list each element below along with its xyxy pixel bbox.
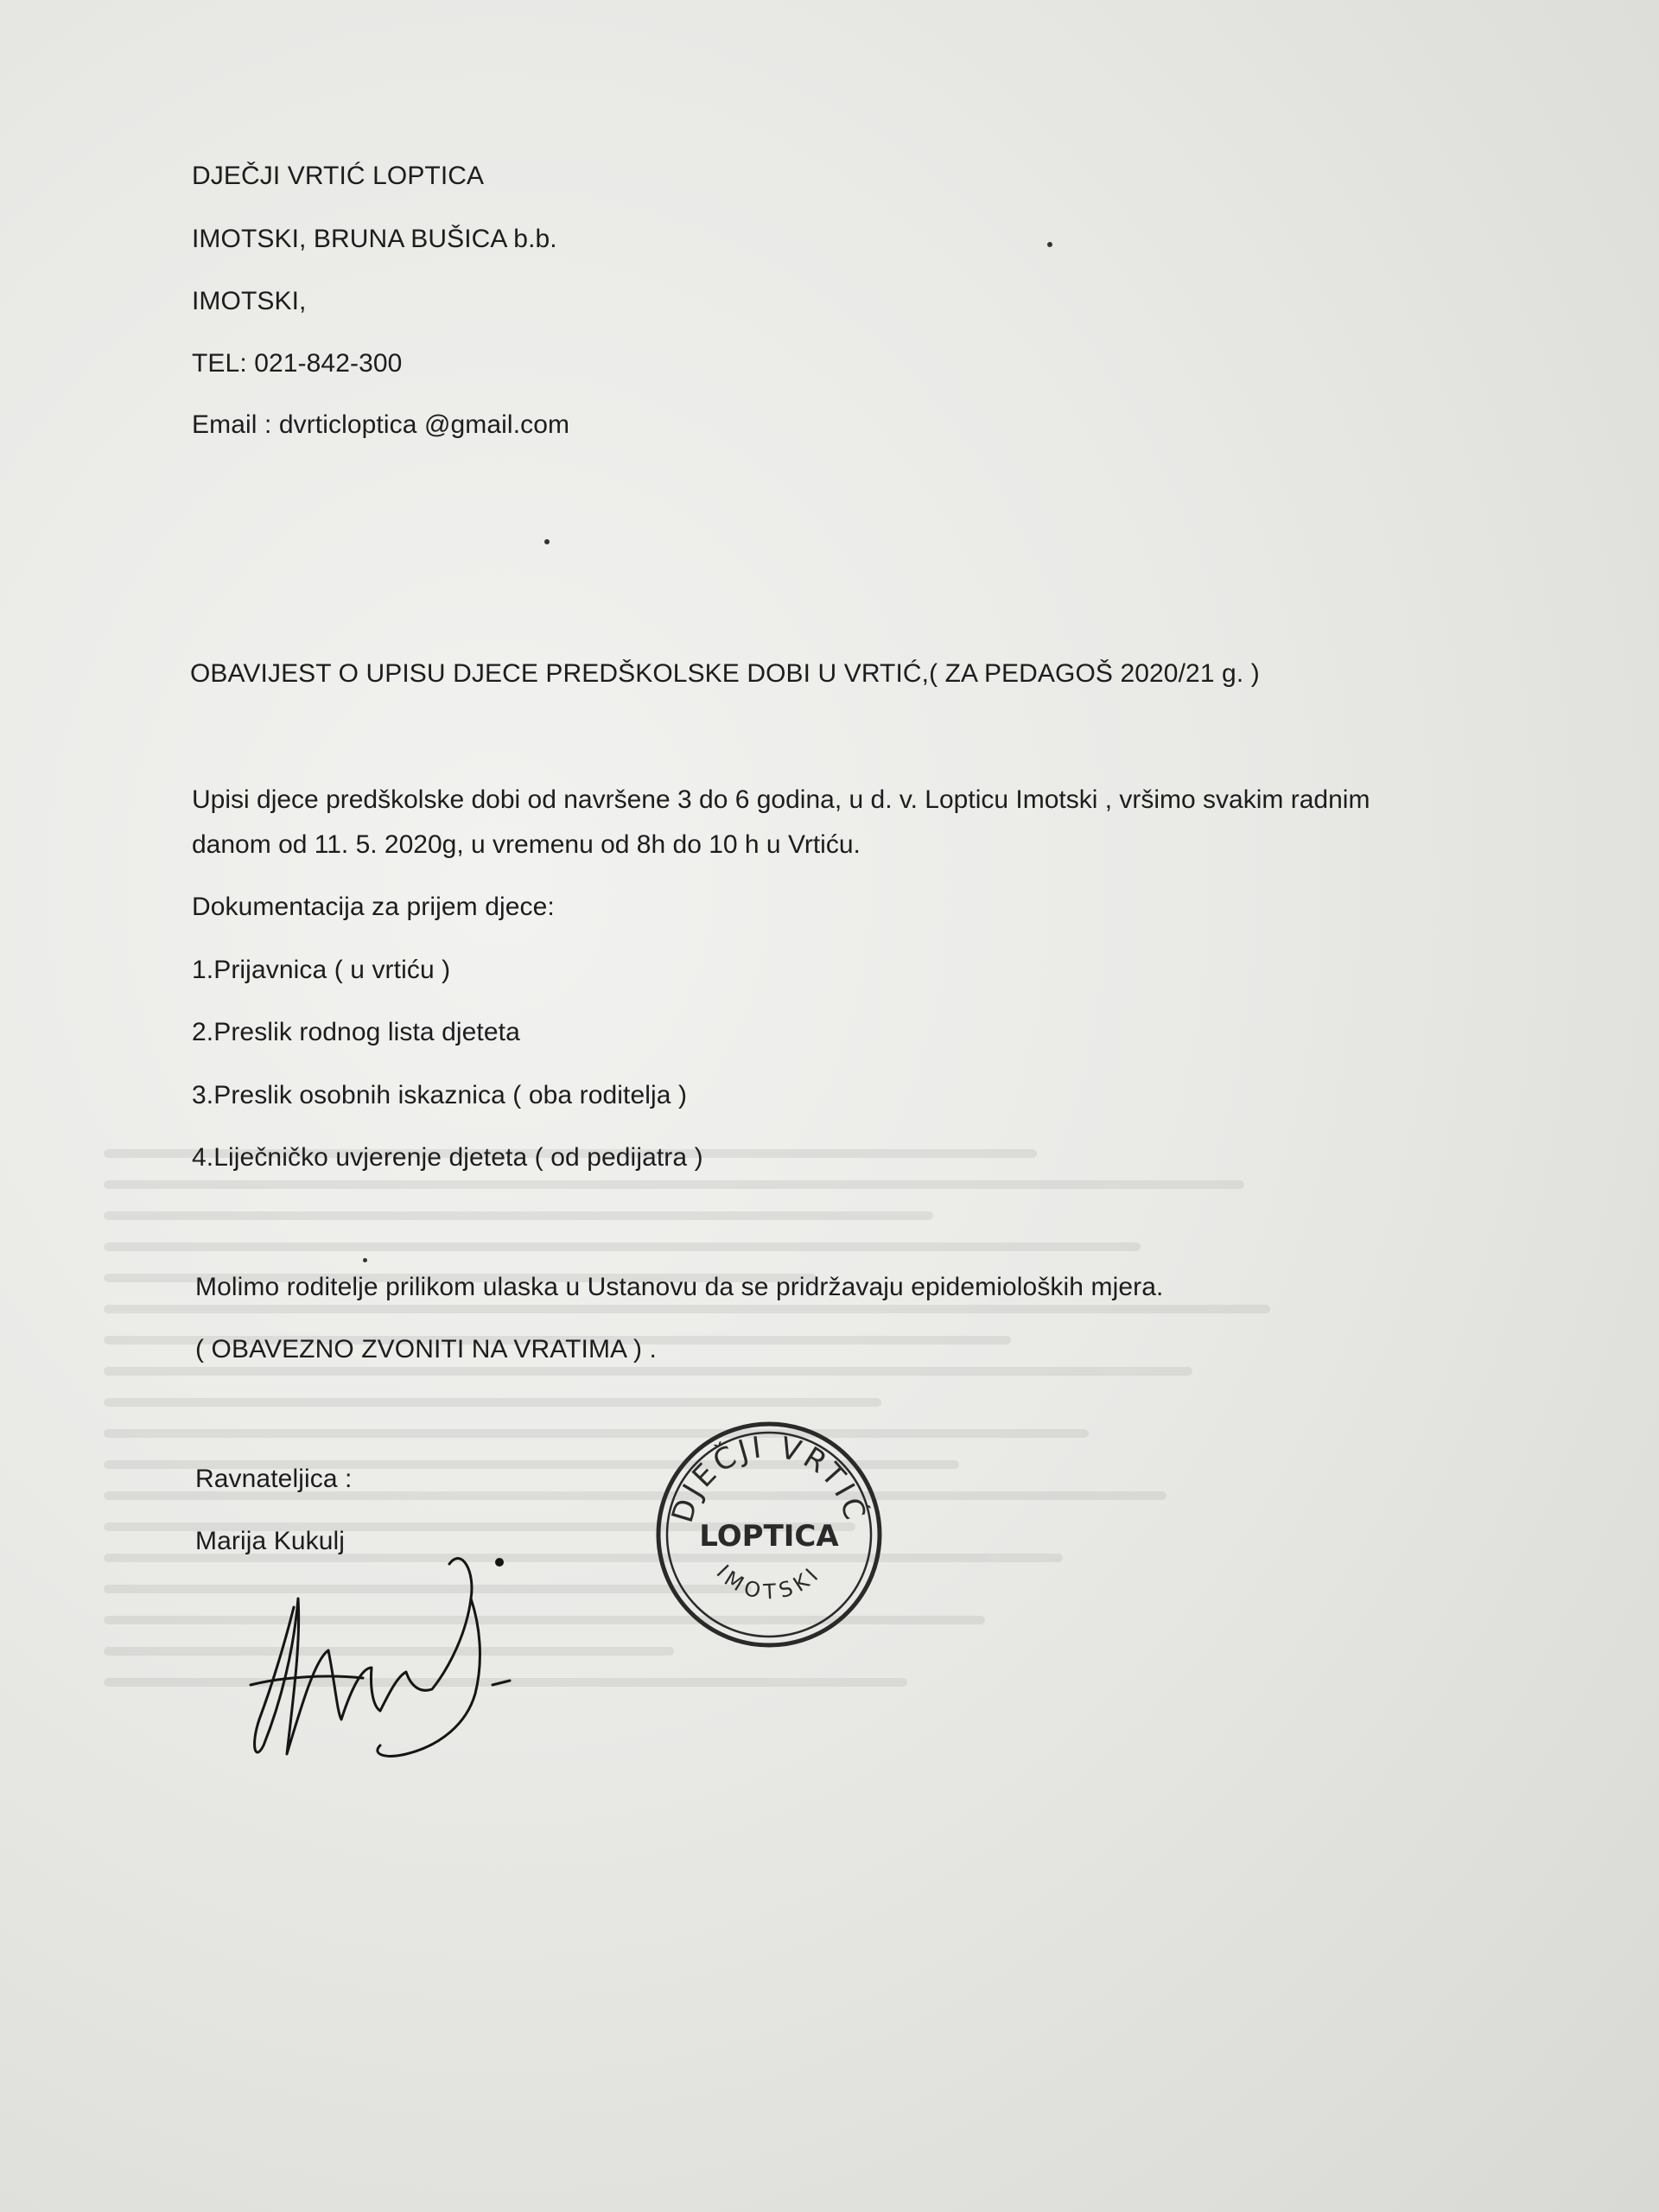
signoff-role: Ravnateljica : (195, 1465, 353, 1493)
ring-bell-note: ( OBAVEZNO ZVONITI NA VRATIMA ) . (195, 1335, 657, 1363)
docs-heading: Dokumentacija za prijem djece: (192, 893, 555, 921)
school-city: IMOTSKI, (192, 287, 307, 315)
paper-speck (363, 1258, 367, 1262)
school-phone: TEL: 021-842-300 (192, 349, 403, 378)
school-email: Email : dvrticloptica @gmail.com (192, 410, 570, 439)
docs-item: 3.Preslik osobnih iskaznica ( oba roditelja ) (192, 1081, 688, 1109)
official-stamp (650, 1415, 888, 1654)
docs-item: 1.Prijavnica ( u vrtiću ) (192, 956, 451, 984)
paper-speck (544, 539, 550, 544)
docs-item: 4.Liječničko uvjerenje djeteta ( od pedijatra ) (192, 1143, 703, 1172)
stamp-center-text: LOPTICA (699, 1519, 839, 1554)
paper-speck (1047, 242, 1052, 247)
notice-intro: Upisi djece predškolske dobi od navršene 3 do 6 godina, u d. v. Lopticu Imotski , vršimo svakim radnim danom od 11. 5. 2020g, u vremenu od 8h do 10 h u Vrtiću. (192, 785, 1370, 859)
epidemic-request: Molimo roditelje prilikom ulaska u Ustanovu da se pridržavaju epidemioloških mjera. (195, 1273, 1164, 1301)
docs-item: 2.Preslik rodnog lista djeteta (192, 1018, 520, 1046)
signoff-name: Marija Kukulj (195, 1527, 346, 1555)
school-name: DJEČJI VRTIĆ LOPTICA (192, 162, 485, 190)
stamp-top-text: DJEČJI VRTIĆ (664, 1429, 874, 1527)
stamp-bottom-text: IMOTSKI (711, 1560, 827, 1605)
handwritten-signature (233, 1547, 527, 1780)
notice-title: OBAVIJEST O UPISU DJECE PREDŠKOLSKE DOBI U VRTIĆ,( ZA PEDAGOŠ 2020/21 g. ) (190, 659, 1260, 688)
school-address: IMOTSKI, BRUNA BUŠICA b.b. (192, 225, 557, 253)
